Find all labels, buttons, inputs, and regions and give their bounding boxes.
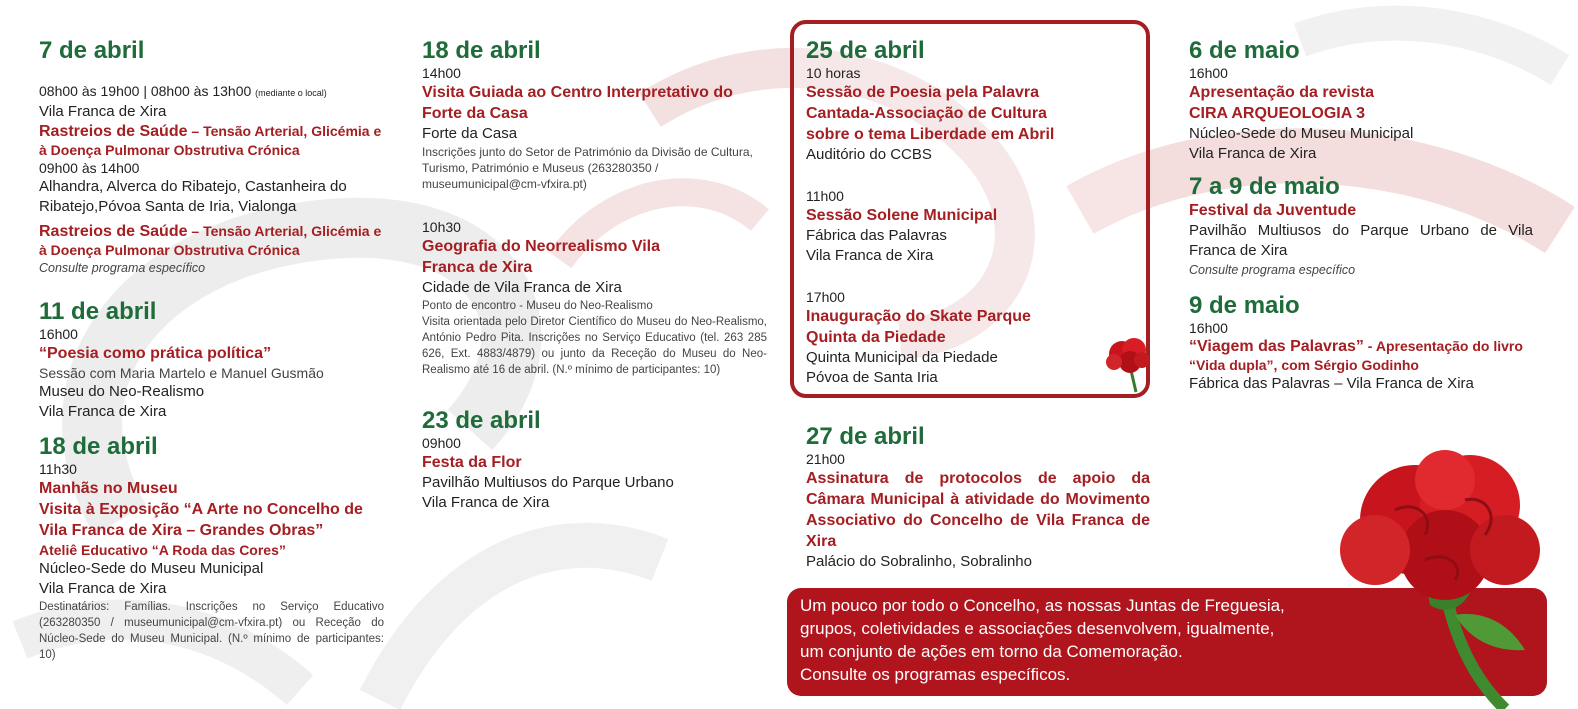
event-date: 23 de abril <box>422 407 541 434</box>
event-place: Auditório do CCBS <box>806 146 932 163</box>
event-title-2: Visita à Exposição “A Arte no Concelho de Vila Franca de Xira – Grandes Obras” <box>39 501 363 539</box>
event-sessao-solene <box>806 187 1151 266</box>
event-subtitle: Sessão com Maria Martelo e Manuel Gusmão <box>39 365 324 381</box>
event-title: Geografia do Neorrealismo Vila Franca de Xira <box>422 238 661 276</box>
event-place: Pavilhão Multiusos do Parque Urbano <box>422 474 674 491</box>
event-note: Consulte programa específico <box>39 261 206 275</box>
event-title: Inauguração do Skate Parque Quinta da Piedade <box>806 308 1031 346</box>
event-note: Destinatários: Famílias. Inscrições no Serviço Educativo (263280350 / museumunicipal@cm-vfxira.pt) ou Receção do Núcleo-Sede do Museu Municipal. (N.º mínimo de participantes: 10) <box>39 601 384 661</box>
event-title: “Poesia como prática política” <box>39 345 272 362</box>
event-time: 10h30 <box>422 219 461 235</box>
event-title: Manhãs no Museu <box>39 480 178 497</box>
event-18-abril-forte <box>422 38 767 192</box>
event-25-abril-poesia <box>806 38 1151 165</box>
event-7-9-maio <box>1189 174 1534 279</box>
event-time: 08h00 às 19h00 | 08h00 às 13h00 (mediante o local) <box>39 83 327 99</box>
event-note: Consulte programa específico <box>1189 263 1356 277</box>
event-time: 10 horas <box>806 65 861 81</box>
column-3 <box>806 38 1151 572</box>
event-title: Apresentação da revista <box>1189 84 1374 101</box>
event-place: Museu do Neo-Realismo <box>39 383 205 400</box>
event-place-2: Alhandra, Alverca do Ribatejo, Castanheira do Ribatejo,Póvoa Santa de Iria, Vialonga <box>39 178 347 215</box>
event-23-abril <box>422 408 767 513</box>
event-note: Ponto de encontro - Museu do Neo-Realismo <box>422 300 653 312</box>
banner-line: um conjunto de ações em torno da Comemoração. <box>800 642 1183 661</box>
event-6-maio <box>1189 38 1534 164</box>
event-title: Festival da Juventude <box>1189 202 1357 219</box>
event-time: 11h00 <box>806 188 844 204</box>
event-place-2: Póvoa de Santa Iria <box>806 369 938 386</box>
time-note: (mediante o local) <box>255 88 327 98</box>
event-place: Palácio do Sobralinho, Sobralinho <box>806 553 1032 570</box>
large-carnation-icon <box>1305 440 1578 709</box>
event-place-2: Vila Franca de Xira <box>39 580 167 597</box>
event-11-abril <box>39 299 384 422</box>
event-place-2: Vila Franca de Xira <box>39 403 167 420</box>
event-place-2: Vila Franca de Xira <box>806 247 934 264</box>
column-1 <box>39 38 384 663</box>
event-place: Forte da Casa <box>422 125 518 142</box>
event-date: 7 a 9 de maio <box>1189 173 1340 200</box>
event-time: 16h00 <box>39 326 78 342</box>
event-9-maio <box>1189 293 1534 394</box>
event-place: Núcleo-Sede do Museu Municipal <box>39 560 264 577</box>
event-title: Assinatura de protocolos de apoio da Câmara Municipal à atividade do Movimento Associativo do Concelho de Vila Franca de Xira <box>806 470 1150 550</box>
event-time: 14h00 <box>422 65 461 81</box>
event-18-abril-museu <box>39 434 384 663</box>
event-date: 18 de abril <box>422 37 541 64</box>
event-date: 11 de abril <box>39 298 157 325</box>
event-time-2: 09h00 às 14h00 <box>39 160 140 176</box>
event-place: Núcleo-Sede do Museu Municipal <box>1189 125 1414 142</box>
event-note: Inscrições junto do Setor de Património da Divisão de Cultura, Turismo, Património e Museus (263280350 / museumunicipal@cm-vfxira.pt) <box>422 145 753 191</box>
event-7-abril <box>39 38 384 277</box>
event-title: Sessão Solene Municipal <box>806 207 998 224</box>
event-place: Pavilhão Multiusos do Parque Urbano de Vila Franca de Xira <box>1189 222 1533 259</box>
event-note-2: Visita orientada pelo Diretor Científico do Museu do Neo-Realismo, António Pedro Pita. Inscrições no Serviço Educativo (tel. 263 285 626, Ext. 4883/4879) ou junto da Receção do Museu do Neo-Realismo até 16 de abril. (N.º mínimo de participantes: 10) <box>422 316 767 376</box>
banner-line: Um pouco por todo o Concelho, as nossas Juntas de Freguesia, <box>800 596 1285 615</box>
event-title: Rastreios de Saúde – Tensão Arterial, Glicémia e à Doença Pulmonar Obstrutiva Crónica <box>39 123 382 158</box>
event-date: 7 de abril <box>39 37 145 64</box>
info-banner-text <box>800 594 1340 686</box>
event-date: 25 de abril <box>806 37 925 64</box>
banner-line: grupos, coletividades e associações desenvolvem, igualmente, <box>800 619 1275 638</box>
event-place: Fábrica das Palavras <box>806 227 947 244</box>
column-2 <box>422 38 767 513</box>
event-time: 11h30 <box>39 461 77 477</box>
event-time: 09h00 <box>422 435 461 451</box>
event-time: 16h00 <box>1189 320 1228 336</box>
event-date: 9 de maio <box>1189 292 1300 319</box>
event-date: 27 de abril <box>806 423 925 450</box>
event-place-2: Vila Franca de Xira <box>1189 145 1317 162</box>
event-geografia <box>422 218 767 378</box>
event-title: Sessão de Poesia pela Palavra Cantada-Associação de Cultura sobre o tema Liberdade em Abril <box>806 84 1055 143</box>
event-title: “Viagem das Palavras” - Apresentação do livro “Vida dupla”, com Sérgio Godinho <box>1189 338 1523 373</box>
event-place: Fábrica das Palavras – Vila Franca de Xira <box>1189 375 1474 392</box>
banner-line: Consulte os programas específicos. <box>800 665 1071 684</box>
event-place: Vila Franca de Xira <box>39 103 167 120</box>
event-date: 6 de maio <box>1189 37 1300 64</box>
event-place-2: Vila Franca de Xira <box>422 494 550 511</box>
small-carnation-icon <box>1100 332 1156 394</box>
column-4 <box>1189 38 1534 394</box>
event-place: Quinta Municipal da Piedade <box>806 349 998 366</box>
event-title-2: Rastreios de Saúde – Tensão Arterial, Glicémia e à Doença Pulmonar Obstrutiva Crónica <box>39 223 382 258</box>
event-27-abril <box>806 424 1151 572</box>
event-time: 21h00 <box>806 451 845 467</box>
event-title-2: CIRA ARQUEOLOGIA 3 <box>1189 105 1366 122</box>
event-title: Visita Guiada ao Centro Interpretativo do Forte da Casa <box>422 84 733 122</box>
event-date: 18 de abril <box>39 433 158 460</box>
event-place: Cidade de Vila Franca de Xira <box>422 279 622 296</box>
event-title-3: Ateliê Educativo “A Roda das Cores” <box>39 542 286 558</box>
event-time: 17h00 <box>806 289 845 305</box>
event-time: 16h00 <box>1189 65 1228 81</box>
event-title: Festa da Flor <box>422 454 522 471</box>
